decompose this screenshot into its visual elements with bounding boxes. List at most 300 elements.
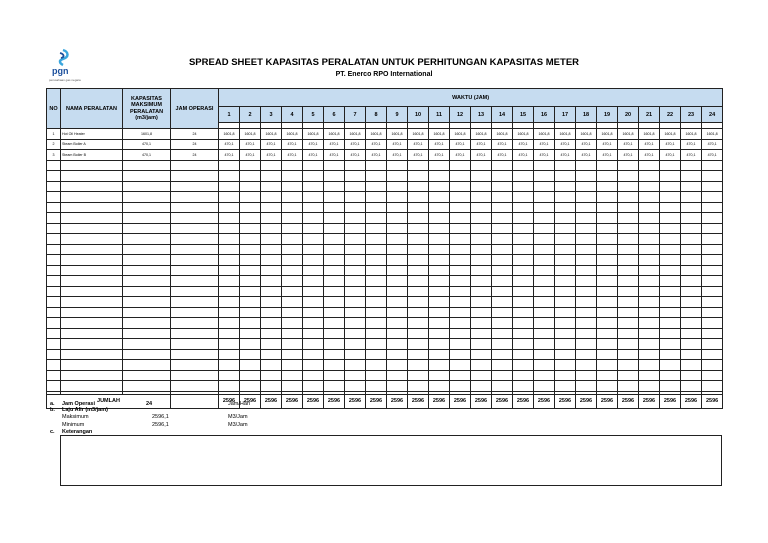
empty-cell[interactable] xyxy=(471,171,492,182)
empty-cell[interactable] xyxy=(240,297,261,308)
empty-cell[interactable] xyxy=(345,255,366,266)
empty-cell[interactable] xyxy=(534,160,555,171)
hour-value-cell[interactable]: 1601,8 xyxy=(219,129,240,140)
empty-cell[interactable] xyxy=(639,244,660,255)
empty-cell[interactable] xyxy=(597,255,618,266)
empty-cell[interactable] xyxy=(123,276,171,287)
empty-cell[interactable] xyxy=(471,202,492,213)
empty-cell[interactable] xyxy=(471,328,492,339)
empty-cell[interactable] xyxy=(366,360,387,371)
empty-cell[interactable] xyxy=(303,244,324,255)
hour-value-cell[interactable]: 1601,8 xyxy=(303,129,324,140)
empty-cell[interactable] xyxy=(534,223,555,234)
empty-cell[interactable] xyxy=(240,255,261,266)
empty-cell[interactable] xyxy=(639,160,660,171)
empty-cell[interactable] xyxy=(387,213,408,224)
empty-cell[interactable] xyxy=(492,328,513,339)
hour-value-cell[interactable]: 470,1 xyxy=(366,139,387,150)
empty-cell[interactable] xyxy=(324,223,345,234)
empty-cell[interactable] xyxy=(387,318,408,329)
empty-cell[interactable] xyxy=(660,181,681,192)
empty-cell[interactable] xyxy=(471,307,492,318)
empty-cell[interactable] xyxy=(681,339,702,350)
empty-cell[interactable] xyxy=(61,181,123,192)
empty-cell[interactable] xyxy=(555,255,576,266)
empty-cell[interactable] xyxy=(492,202,513,213)
row-nama-peralatan[interactable]: Hot Oil Heater xyxy=(61,129,123,140)
hour-value-cell[interactable]: 1601,8 xyxy=(555,129,576,140)
hour-value-cell[interactable]: 470,1 xyxy=(639,139,660,150)
empty-cell[interactable] xyxy=(324,349,345,360)
empty-cell[interactable] xyxy=(387,171,408,182)
empty-cell[interactable] xyxy=(345,244,366,255)
empty-cell[interactable] xyxy=(681,192,702,203)
empty-cell[interactable] xyxy=(702,181,723,192)
keterangan-box[interactable] xyxy=(60,435,722,486)
empty-cell[interactable] xyxy=(555,360,576,371)
hour-value-cell[interactable]: 1601,8 xyxy=(387,129,408,140)
empty-cell[interactable] xyxy=(345,318,366,329)
empty-cell[interactable] xyxy=(240,213,261,224)
empty-cell[interactable] xyxy=(61,202,123,213)
empty-cell[interactable] xyxy=(681,255,702,266)
empty-cell[interactable] xyxy=(47,160,61,171)
empty-cell[interactable] xyxy=(61,297,123,308)
empty-cell[interactable] xyxy=(240,339,261,350)
hour-value-cell[interactable]: 470,1 xyxy=(345,139,366,150)
empty-cell[interactable] xyxy=(450,360,471,371)
empty-cell[interactable] xyxy=(345,349,366,360)
empty-cell[interactable] xyxy=(639,360,660,371)
empty-cell[interactable] xyxy=(513,328,534,339)
empty-cell[interactable] xyxy=(492,213,513,224)
empty-cell[interactable] xyxy=(324,381,345,392)
row-kapasitas[interactable]: 470,1 xyxy=(123,139,171,150)
empty-cell[interactable] xyxy=(324,202,345,213)
empty-cell[interactable] xyxy=(555,265,576,276)
empty-cell[interactable] xyxy=(324,339,345,350)
empty-cell[interactable] xyxy=(534,171,555,182)
empty-cell[interactable] xyxy=(123,339,171,350)
empty-cell[interactable] xyxy=(219,265,240,276)
empty-cell[interactable] xyxy=(702,171,723,182)
empty-cell[interactable] xyxy=(408,213,429,224)
empty-cell[interactable] xyxy=(324,181,345,192)
empty-cell[interactable] xyxy=(303,160,324,171)
empty-cell[interactable] xyxy=(387,244,408,255)
hour-value-cell[interactable]: 1601,8 xyxy=(471,129,492,140)
empty-cell[interactable] xyxy=(450,265,471,276)
empty-cell[interactable] xyxy=(450,192,471,203)
empty-cell[interactable] xyxy=(123,381,171,392)
empty-cell[interactable] xyxy=(240,276,261,287)
hour-value-cell[interactable]: 470,1 xyxy=(219,150,240,161)
row-nama-peralatan[interactable]: Steam Boiler B xyxy=(61,150,123,161)
hour-value-cell[interactable]: 470,1 xyxy=(240,139,261,150)
empty-cell[interactable] xyxy=(618,223,639,234)
empty-cell[interactable] xyxy=(387,349,408,360)
empty-cell[interactable] xyxy=(681,160,702,171)
empty-cell[interactable] xyxy=(471,223,492,234)
hour-value-cell[interactable]: 1601,8 xyxy=(513,129,534,140)
empty-cell[interactable] xyxy=(261,297,282,308)
empty-cell[interactable] xyxy=(345,307,366,318)
empty-cell[interactable] xyxy=(681,318,702,329)
empty-cell[interactable] xyxy=(618,349,639,360)
empty-cell[interactable] xyxy=(240,307,261,318)
hour-value-cell[interactable]: 470,1 xyxy=(534,150,555,161)
empty-cell[interactable] xyxy=(597,202,618,213)
hour-value-cell[interactable]: 470,1 xyxy=(366,150,387,161)
empty-cell[interactable] xyxy=(123,234,171,245)
empty-cell[interactable] xyxy=(219,370,240,381)
empty-cell[interactable] xyxy=(597,265,618,276)
empty-cell[interactable] xyxy=(513,192,534,203)
empty-cell[interactable] xyxy=(123,244,171,255)
empty-cell[interactable] xyxy=(47,360,61,371)
empty-cell[interactable] xyxy=(429,202,450,213)
hour-value-cell[interactable]: 1601,8 xyxy=(429,129,450,140)
empty-cell[interactable] xyxy=(345,192,366,203)
empty-cell[interactable] xyxy=(492,265,513,276)
empty-cell[interactable] xyxy=(408,181,429,192)
empty-cell[interactable] xyxy=(660,339,681,350)
empty-cell[interactable] xyxy=(534,192,555,203)
empty-cell[interactable] xyxy=(219,360,240,371)
empty-cell[interactable] xyxy=(450,370,471,381)
empty-cell[interactable] xyxy=(429,223,450,234)
empty-cell[interactable] xyxy=(47,318,61,329)
empty-cell[interactable] xyxy=(681,286,702,297)
empty-cell[interactable] xyxy=(597,213,618,224)
empty-cell[interactable] xyxy=(681,381,702,392)
empty-cell[interactable] xyxy=(618,339,639,350)
empty-cell[interactable] xyxy=(282,286,303,297)
empty-cell[interactable] xyxy=(219,234,240,245)
empty-cell[interactable] xyxy=(324,171,345,182)
empty-cell[interactable] xyxy=(429,192,450,203)
empty-cell[interactable] xyxy=(261,255,282,266)
empty-cell[interactable] xyxy=(429,286,450,297)
empty-cell[interactable] xyxy=(408,381,429,392)
empty-cell[interactable] xyxy=(387,328,408,339)
empty-cell[interactable] xyxy=(261,234,282,245)
empty-cell[interactable] xyxy=(345,213,366,224)
empty-cell[interactable] xyxy=(123,160,171,171)
empty-cell[interactable] xyxy=(702,276,723,287)
empty-cell[interactable] xyxy=(171,339,219,350)
empty-cell[interactable] xyxy=(534,181,555,192)
empty-cell[interactable] xyxy=(534,213,555,224)
empty-cell[interactable] xyxy=(366,318,387,329)
empty-cell[interactable] xyxy=(555,286,576,297)
empty-cell[interactable] xyxy=(555,202,576,213)
empty-cell[interactable] xyxy=(513,349,534,360)
empty-cell[interactable] xyxy=(282,192,303,203)
empty-cell[interactable] xyxy=(324,265,345,276)
empty-cell[interactable] xyxy=(408,276,429,287)
empty-cell[interactable] xyxy=(282,160,303,171)
empty-cell[interactable] xyxy=(219,181,240,192)
empty-cell[interactable] xyxy=(240,286,261,297)
empty-cell[interactable] xyxy=(702,328,723,339)
empty-cell[interactable] xyxy=(387,265,408,276)
empty-cell[interactable] xyxy=(702,360,723,371)
empty-cell[interactable] xyxy=(47,255,61,266)
empty-cell[interactable] xyxy=(366,202,387,213)
empty-cell[interactable] xyxy=(597,370,618,381)
empty-cell[interactable] xyxy=(429,297,450,308)
hour-value-cell[interactable]: 470,1 xyxy=(471,150,492,161)
empty-cell[interactable] xyxy=(408,360,429,371)
empty-cell[interactable] xyxy=(450,160,471,171)
empty-cell[interactable] xyxy=(639,370,660,381)
empty-cell[interactable] xyxy=(555,192,576,203)
empty-cell[interactable] xyxy=(660,192,681,203)
empty-cell[interactable] xyxy=(240,370,261,381)
hour-value-cell[interactable]: 470,1 xyxy=(429,150,450,161)
empty-cell[interactable] xyxy=(471,360,492,371)
empty-cell[interactable] xyxy=(639,171,660,182)
empty-cell[interactable] xyxy=(639,307,660,318)
empty-cell[interactable] xyxy=(492,255,513,266)
empty-cell[interactable] xyxy=(387,360,408,371)
empty-cell[interactable] xyxy=(123,349,171,360)
empty-cell[interactable] xyxy=(576,192,597,203)
empty-cell[interactable] xyxy=(513,213,534,224)
hour-value-cell[interactable]: 470,1 xyxy=(324,150,345,161)
empty-cell[interactable] xyxy=(618,234,639,245)
empty-cell[interactable] xyxy=(702,223,723,234)
empty-cell[interactable] xyxy=(492,160,513,171)
empty-cell[interactable] xyxy=(534,339,555,350)
empty-cell[interactable] xyxy=(261,276,282,287)
empty-cell[interactable] xyxy=(61,370,123,381)
empty-cell[interactable] xyxy=(61,328,123,339)
empty-cell[interactable] xyxy=(47,370,61,381)
hour-value-cell[interactable]: 470,1 xyxy=(261,139,282,150)
empty-cell[interactable] xyxy=(639,202,660,213)
empty-cell[interactable] xyxy=(618,318,639,329)
empty-cell[interactable] xyxy=(366,328,387,339)
empty-cell[interactable] xyxy=(639,349,660,360)
hour-value-cell[interactable]: 470,1 xyxy=(471,139,492,150)
empty-cell[interactable] xyxy=(171,255,219,266)
hour-value-cell[interactable]: 470,1 xyxy=(702,139,723,150)
empty-cell[interactable] xyxy=(576,339,597,350)
empty-cell[interactable] xyxy=(47,286,61,297)
empty-cell[interactable] xyxy=(492,171,513,182)
empty-cell[interactable] xyxy=(282,181,303,192)
empty-cell[interactable] xyxy=(555,213,576,224)
empty-cell[interactable] xyxy=(171,381,219,392)
empty-cell[interactable] xyxy=(618,307,639,318)
empty-cell[interactable] xyxy=(492,370,513,381)
empty-cell[interactable] xyxy=(618,360,639,371)
hour-value-cell[interactable]: 1601,8 xyxy=(639,129,660,140)
empty-cell[interactable] xyxy=(576,276,597,287)
hour-value-cell[interactable]: 470,1 xyxy=(429,139,450,150)
empty-cell[interactable] xyxy=(492,339,513,350)
empty-cell[interactable] xyxy=(366,192,387,203)
empty-cell[interactable] xyxy=(324,276,345,287)
empty-cell[interactable] xyxy=(282,171,303,182)
hour-value-cell[interactable]: 1601,8 xyxy=(324,129,345,140)
empty-cell[interactable] xyxy=(660,286,681,297)
empty-cell[interactable] xyxy=(387,339,408,350)
empty-cell[interactable] xyxy=(282,223,303,234)
empty-cell[interactable] xyxy=(660,160,681,171)
empty-cell[interactable] xyxy=(240,181,261,192)
hour-value-cell[interactable]: 470,1 xyxy=(534,139,555,150)
empty-cell[interactable] xyxy=(597,339,618,350)
empty-cell[interactable] xyxy=(513,286,534,297)
empty-cell[interactable] xyxy=(219,160,240,171)
empty-cell[interactable] xyxy=(618,244,639,255)
hour-value-cell[interactable]: 470,1 xyxy=(702,150,723,161)
empty-cell[interactable] xyxy=(345,202,366,213)
empty-cell[interactable] xyxy=(702,339,723,350)
empty-cell[interactable] xyxy=(597,328,618,339)
empty-cell[interactable] xyxy=(555,307,576,318)
empty-cell[interactable] xyxy=(513,339,534,350)
empty-cell[interactable] xyxy=(555,370,576,381)
empty-cell[interactable] xyxy=(240,265,261,276)
empty-cell[interactable] xyxy=(618,381,639,392)
empty-cell[interactable] xyxy=(492,223,513,234)
empty-cell[interactable] xyxy=(660,265,681,276)
empty-cell[interactable] xyxy=(261,381,282,392)
empty-cell[interactable] xyxy=(471,265,492,276)
empty-cell[interactable] xyxy=(408,223,429,234)
empty-cell[interactable] xyxy=(681,265,702,276)
empty-cell[interactable] xyxy=(366,339,387,350)
hour-value-cell[interactable]: 470,1 xyxy=(282,139,303,150)
empty-cell[interactable] xyxy=(47,328,61,339)
hour-value-cell[interactable]: 470,1 xyxy=(282,150,303,161)
empty-cell[interactable] xyxy=(450,202,471,213)
empty-cell[interactable] xyxy=(660,328,681,339)
empty-cell[interactable] xyxy=(471,339,492,350)
empty-cell[interactable] xyxy=(171,286,219,297)
empty-cell[interactable] xyxy=(282,234,303,245)
hour-value-cell[interactable]: 470,1 xyxy=(345,150,366,161)
hour-value-cell[interactable]: 470,1 xyxy=(597,139,618,150)
empty-cell[interactable] xyxy=(61,286,123,297)
empty-cell[interactable] xyxy=(639,265,660,276)
empty-cell[interactable] xyxy=(47,181,61,192)
empty-cell[interactable] xyxy=(47,307,61,318)
empty-cell[interactable] xyxy=(513,370,534,381)
empty-cell[interactable] xyxy=(429,307,450,318)
hour-value-cell[interactable]: 470,1 xyxy=(324,139,345,150)
empty-cell[interactable] xyxy=(408,318,429,329)
empty-cell[interactable] xyxy=(513,307,534,318)
empty-cell[interactable] xyxy=(345,339,366,350)
empty-cell[interactable] xyxy=(240,192,261,203)
empty-cell[interactable] xyxy=(492,286,513,297)
empty-cell[interactable] xyxy=(324,297,345,308)
empty-cell[interactable] xyxy=(219,244,240,255)
empty-cell[interactable] xyxy=(123,297,171,308)
empty-cell[interactable] xyxy=(513,202,534,213)
empty-cell[interactable] xyxy=(492,276,513,287)
empty-cell[interactable] xyxy=(366,349,387,360)
empty-cell[interactable] xyxy=(261,286,282,297)
empty-cell[interactable] xyxy=(618,160,639,171)
empty-cell[interactable] xyxy=(681,349,702,360)
empty-cell[interactable] xyxy=(324,318,345,329)
empty-cell[interactable] xyxy=(219,276,240,287)
empty-cell[interactable] xyxy=(576,181,597,192)
empty-cell[interactable] xyxy=(471,255,492,266)
empty-cell[interactable] xyxy=(576,349,597,360)
empty-cell[interactable] xyxy=(366,276,387,287)
empty-cell[interactable] xyxy=(471,213,492,224)
empty-cell[interactable] xyxy=(324,360,345,371)
empty-cell[interactable] xyxy=(618,265,639,276)
empty-cell[interactable] xyxy=(61,213,123,224)
empty-cell[interactable] xyxy=(219,213,240,224)
empty-cell[interactable] xyxy=(387,234,408,245)
empty-cell[interactable] xyxy=(123,213,171,224)
empty-cell[interactable] xyxy=(681,297,702,308)
empty-cell[interactable] xyxy=(576,255,597,266)
empty-cell[interactable] xyxy=(639,213,660,224)
empty-cell[interactable] xyxy=(513,223,534,234)
empty-cell[interactable] xyxy=(345,286,366,297)
empty-cell[interactable] xyxy=(261,181,282,192)
empty-cell[interactable] xyxy=(681,276,702,287)
empty-cell[interactable] xyxy=(219,223,240,234)
empty-cell[interactable] xyxy=(492,297,513,308)
empty-cell[interactable] xyxy=(171,202,219,213)
empty-cell[interactable] xyxy=(429,370,450,381)
empty-cell[interactable] xyxy=(219,307,240,318)
hour-value-cell[interactable]: 470,1 xyxy=(681,139,702,150)
empty-cell[interactable] xyxy=(61,265,123,276)
empty-cell[interactable] xyxy=(597,234,618,245)
empty-cell[interactable] xyxy=(282,360,303,371)
empty-cell[interactable] xyxy=(660,255,681,266)
empty-cell[interactable] xyxy=(534,244,555,255)
empty-cell[interactable] xyxy=(618,181,639,192)
empty-cell[interactable] xyxy=(366,255,387,266)
empty-cell[interactable] xyxy=(576,381,597,392)
empty-cell[interactable] xyxy=(261,160,282,171)
empty-cell[interactable] xyxy=(618,370,639,381)
empty-cell[interactable] xyxy=(492,349,513,360)
empty-cell[interactable] xyxy=(324,307,345,318)
empty-cell[interactable] xyxy=(492,360,513,371)
empty-cell[interactable] xyxy=(534,381,555,392)
hour-value-cell[interactable]: 470,1 xyxy=(261,150,282,161)
empty-cell[interactable] xyxy=(261,192,282,203)
empty-cell[interactable] xyxy=(61,349,123,360)
empty-cell[interactable] xyxy=(47,234,61,245)
empty-cell[interactable] xyxy=(387,192,408,203)
empty-cell[interactable] xyxy=(639,286,660,297)
empty-cell[interactable] xyxy=(171,349,219,360)
empty-cell[interactable] xyxy=(303,339,324,350)
empty-cell[interactable] xyxy=(618,286,639,297)
empty-cell[interactable] xyxy=(387,160,408,171)
row-jam-operasi[interactable]: 24 xyxy=(171,139,219,150)
empty-cell[interactable] xyxy=(471,276,492,287)
empty-cell[interactable] xyxy=(534,265,555,276)
empty-cell[interactable] xyxy=(123,223,171,234)
empty-cell[interactable] xyxy=(408,339,429,350)
